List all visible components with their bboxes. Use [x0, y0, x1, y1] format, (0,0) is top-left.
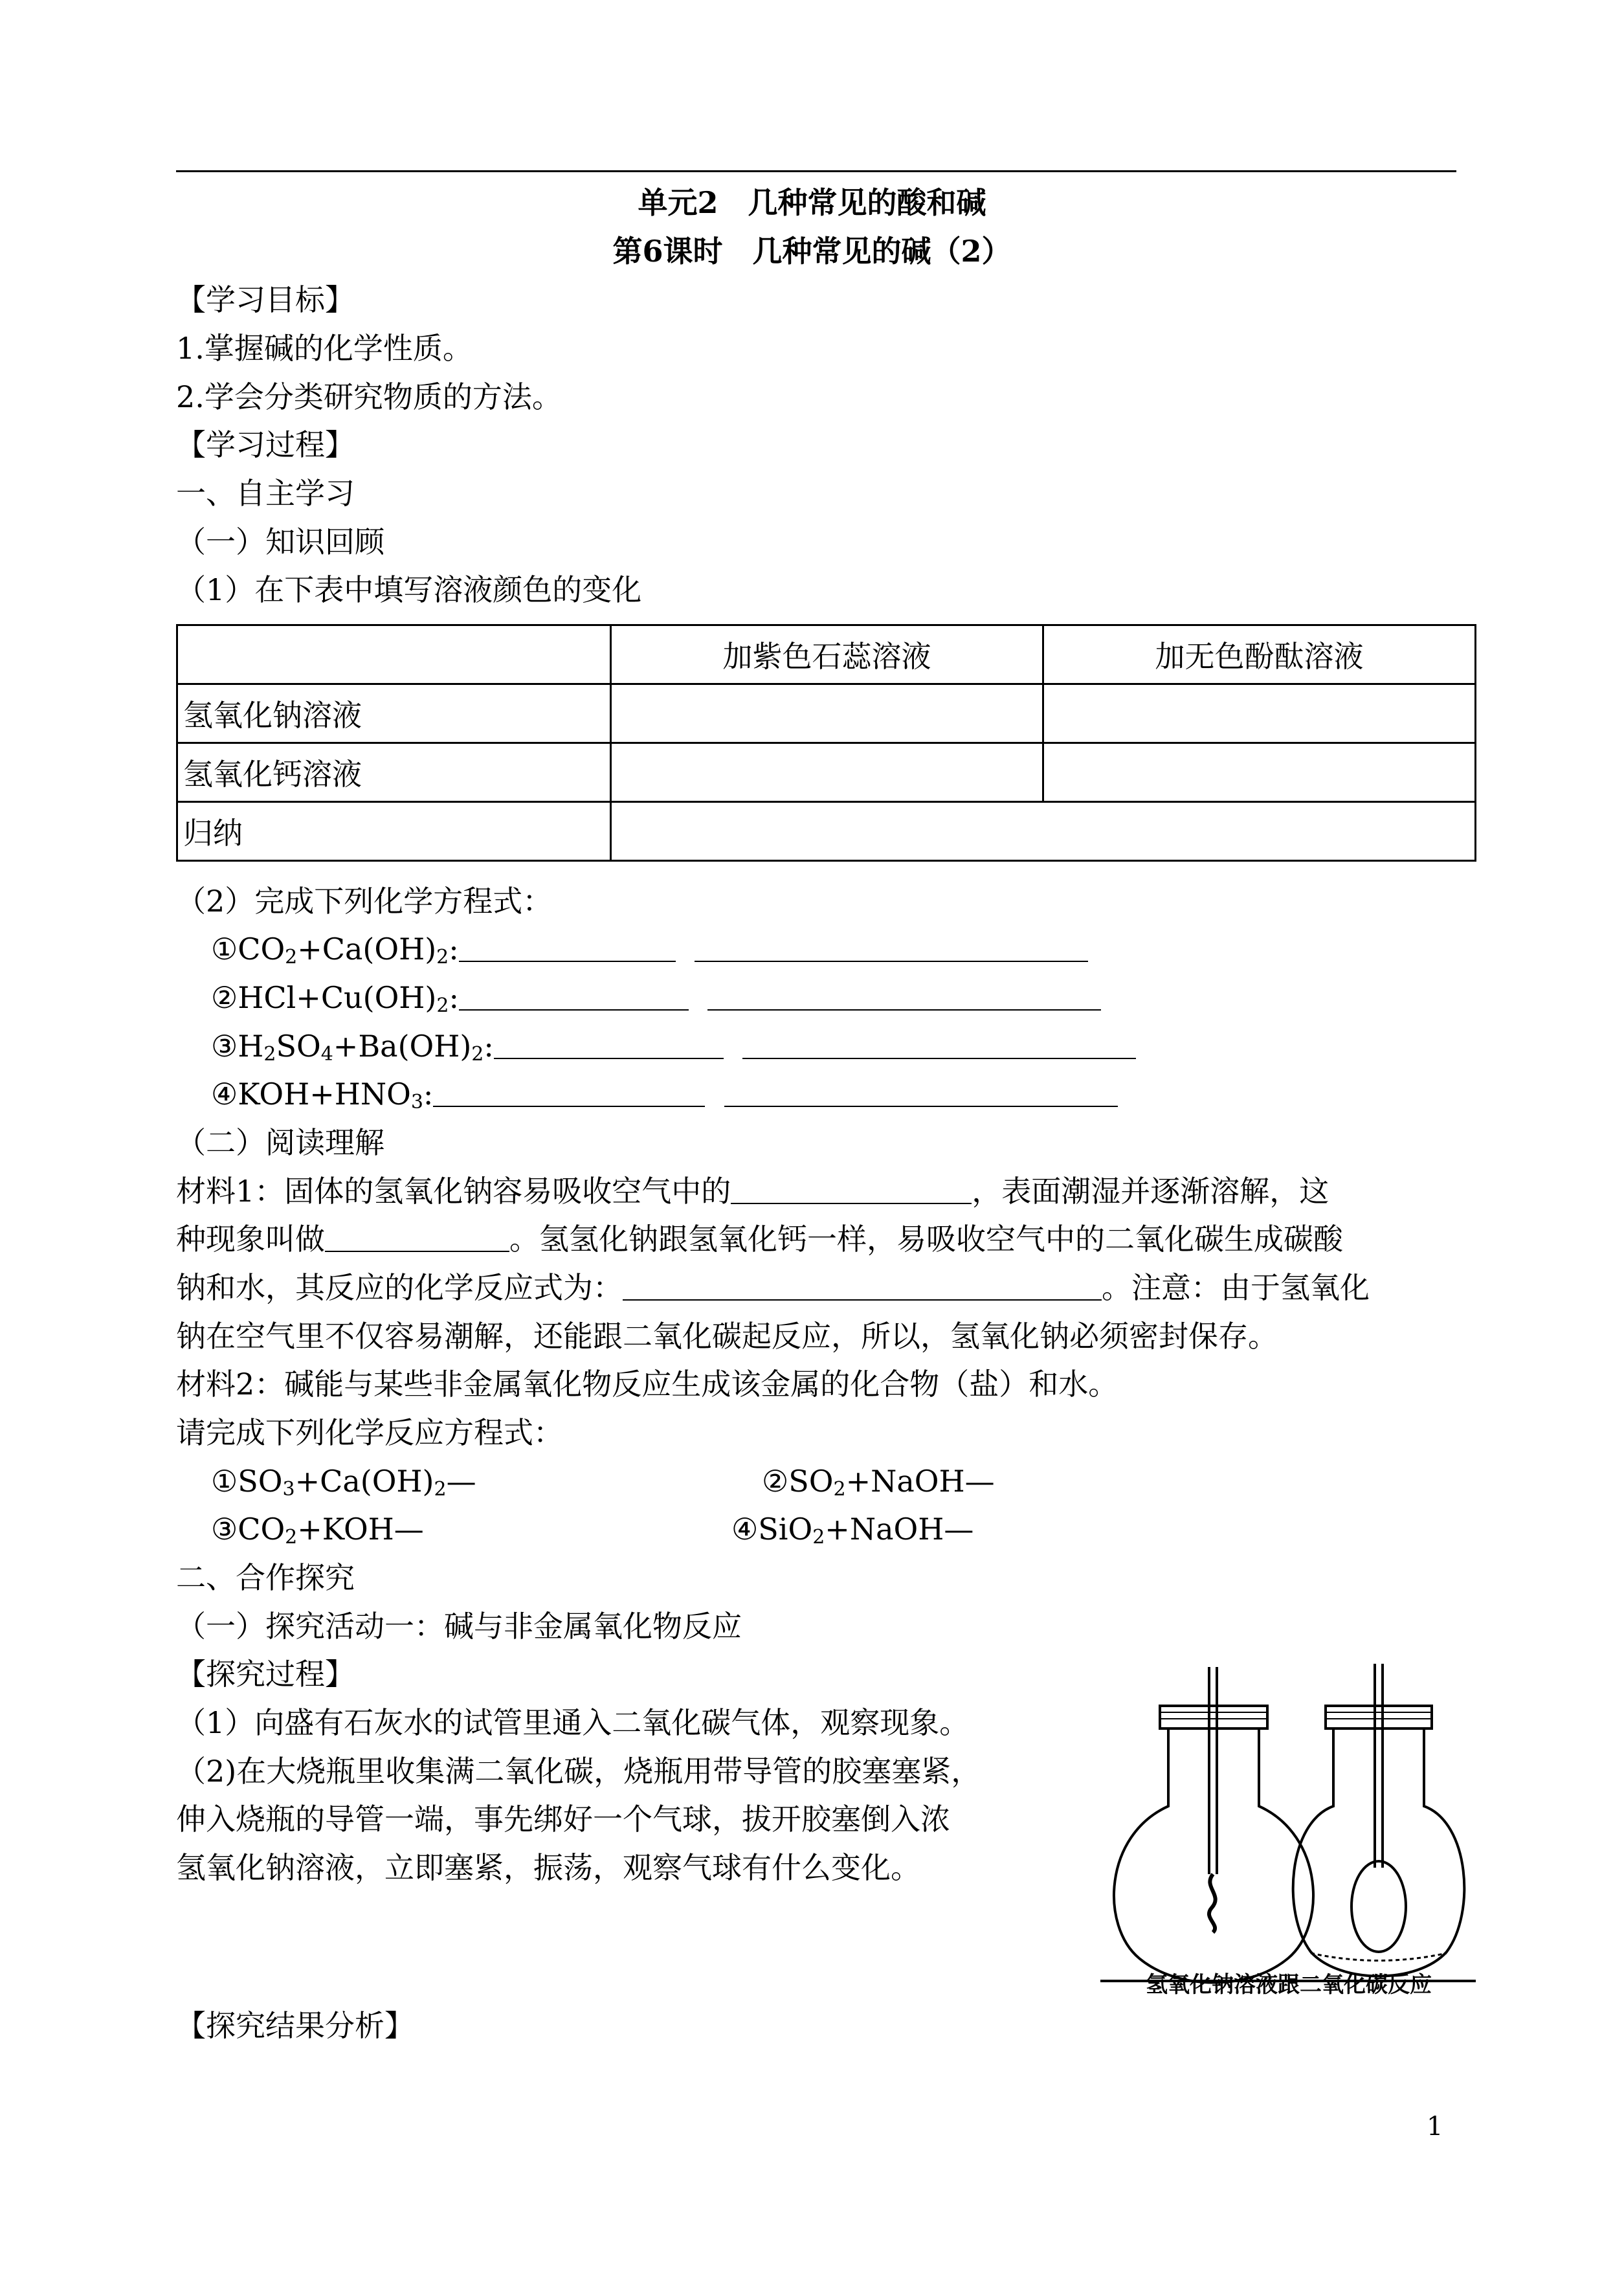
material-2: 材料2：碱能与某些非金属氧化物反应生成该金属的化合物（盐）和水。	[176, 1367, 1118, 1402]
table-row	[177, 802, 1476, 861]
material-1-line-4: 钠在空气里不仅容易潮解，还能跟二氧化碳起反应，所以，氢氧化钠必须密封保存。	[176, 1319, 1278, 1354]
goal-item-2: 2.学会分类研究物质的方法。	[176, 379, 562, 414]
table-answer-cell[interactable]	[611, 743, 1043, 802]
header-rule	[176, 170, 1456, 172]
answer-blank[interactable]	[433, 1080, 705, 1107]
reaction-3: $③CO_2+KOH—$	[211, 1512, 424, 1549]
answer-blank[interactable]	[724, 1080, 1118, 1107]
lesson-title: 第6课时 几种常见的碱（2）	[612, 234, 1012, 269]
answer-blank[interactable]	[325, 1225, 509, 1252]
flask-experiment-figure	[1094, 1654, 1482, 2017]
table-header-litmus: 加紫色石蕊溶液	[611, 625, 1043, 684]
material-1-line-3: 钠和水，其反应的化学反应式为： 。注意：由于氢氧化	[176, 1270, 1370, 1305]
review-heading: （一）知识回顾	[176, 524, 384, 559]
table-row	[177, 684, 1476, 743]
flask-right	[1293, 1664, 1465, 1976]
flask-left	[1114, 1667, 1313, 1983]
color-change-table	[176, 624, 1476, 862]
equation-3: $③H_2SO_4+Ba(OH)_2$:	[211, 1026, 1136, 1066]
explore-step-2-line-1: （2)在大烧瓶里收集满二氧化碳，烧瓶用带导管的胶塞塞紧，	[176, 1754, 981, 1789]
page-number: 1	[1427, 2112, 1443, 2142]
reading-heading: （二）阅读理解	[176, 1125, 384, 1160]
reaction-2: $②SO_2+NaOH—$	[762, 1464, 995, 1501]
activity-heading: （一）探究活动一：碱与非金属氧化物反应	[176, 1609, 742, 1644]
answer-blank[interactable]	[494, 1032, 724, 1059]
equations-intro: （2）完成下列化学方程式：	[176, 884, 553, 919]
explore-step-2-line-2: 伸入烧瓶的导管一端，事先绑好一个气球，拔开胶塞倒入浓	[176, 1802, 950, 1837]
result-heading: 【探究结果分析】	[176, 2008, 414, 2043]
reaction-4: ④SiO$_2$+NaOH—	[731, 1512, 974, 1549]
figure-caption: 氢氧化钠溶液跟二氧化碳反应	[1146, 1972, 1432, 1998]
explore-process-heading: 【探究过程】	[176, 1657, 355, 1692]
table-row	[177, 743, 1476, 802]
answer-blank[interactable]	[459, 935, 676, 962]
table-row-label: 氢氧化钙溶液	[177, 743, 611, 802]
table-corner-cell	[177, 625, 611, 684]
reaction-1: $①SO_3+Ca(OH)_2—$	[211, 1464, 476, 1501]
process-heading: 【学习过程】	[176, 427, 355, 462]
answer-blank[interactable]	[731, 1177, 972, 1204]
answer-blank[interactable]	[459, 983, 689, 1011]
table-answer-cell[interactable]	[611, 684, 1043, 743]
question-1: （1）在下表中填写溶液颜色的变化	[176, 572, 642, 607]
table-answer-cell[interactable]	[1043, 684, 1476, 743]
table-row-label: 氢氧化钠溶液	[177, 684, 611, 743]
table-summary-cell[interactable]	[611, 802, 1476, 861]
table-row-label: 归纳	[177, 802, 611, 861]
equation-2: $②HCl+Cu(OH)_2$:	[211, 978, 1101, 1018]
equation-4: $④KOH+HNO_3$:	[211, 1074, 1118, 1114]
answer-blank[interactable]	[623, 1273, 1102, 1301]
explore-step-2-line-3: 氢氧化钠溶液，立即塞紧，振荡，观察气球有什么变化。	[176, 1850, 920, 1885]
material-1-line-1: 材料1：固体的氢氧化钠容易吸收空气中的 ，表面潮湿并逐渐溶解，这	[176, 1174, 1329, 1209]
table-header-row	[177, 625, 1476, 684]
explore-step-1: （1）向盛有石灰水的试管里通入二氧化碳气体，观察现象。	[176, 1705, 970, 1740]
table-answer-cell[interactable]	[1043, 743, 1476, 802]
material-1-line-2: 种现象叫做 。氢氢化钠跟氢氧化钙一样，易吸收空气中的二氧化碳生成碳酸	[176, 1222, 1343, 1257]
answer-blank[interactable]	[707, 983, 1101, 1011]
equation-1: $①CO_2+Ca(OH)_2$:	[211, 929, 1088, 969]
table-header-phenolphthalein: 加无色酚酞溶液	[1043, 625, 1476, 684]
goal-item-1: 1.掌握碱的化学性质。	[176, 331, 473, 366]
answer-blank[interactable]	[742, 1032, 1136, 1059]
part1-heading: 一、自主学习	[176, 476, 355, 511]
material-2-task: 请完成下列化学反应方程式：	[176, 1415, 563, 1450]
unit-title: 单元2 几种常见的酸和碱	[638, 185, 986, 220]
answer-blank[interactable]	[695, 935, 1088, 962]
goals-heading: 【学习目标】	[176, 282, 355, 317]
part2-heading: 二、合作探究	[176, 1560, 355, 1595]
